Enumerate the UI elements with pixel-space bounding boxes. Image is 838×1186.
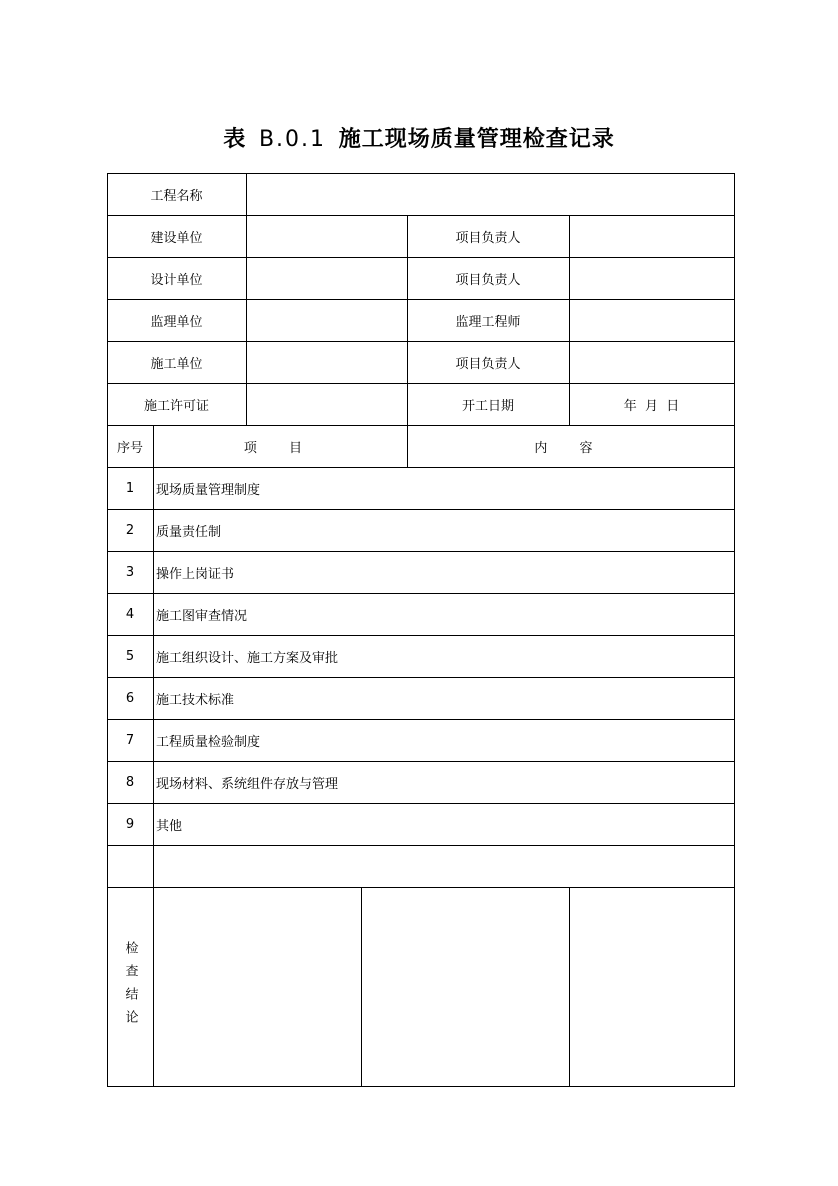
item-number (107, 845, 153, 887)
conclusion-label: 检查结论 (122, 940, 138, 1033)
title-name: 施工现场质量管理检查记录 (338, 127, 615, 152)
item-number: 9 (125, 816, 135, 832)
item-name: 操作上岗证书 (156, 566, 235, 582)
item-number: 2 (125, 522, 135, 538)
item-content-field[interactable] (407, 467, 734, 509)
unit-value-field[interactable] (246, 215, 407, 257)
unit-value-field[interactable] (246, 299, 407, 341)
conclusion-field[interactable] (153, 887, 361, 1086)
item-name: 质量责任制 (156, 524, 222, 540)
column-header-no: 序号 (116, 440, 143, 456)
person-value-field[interactable] (569, 257, 734, 299)
item-content-field[interactable] (407, 677, 734, 719)
item-number: 1 (125, 480, 135, 496)
unit-value-field[interactable] (246, 257, 407, 299)
project-name-field[interactable] (246, 173, 734, 215)
page-title (0, 122, 838, 153)
person-value-field[interactable] (569, 215, 734, 257)
item-number: 8 (125, 774, 135, 790)
field-label: 项目负责人 (455, 230, 521, 246)
title-code: B.0.1 (258, 127, 327, 152)
unit-value-field[interactable] (246, 383, 407, 425)
item-name: 施工图审查情况 (156, 608, 248, 624)
border-right (734, 173, 735, 1087)
unit-value-field[interactable] (246, 341, 407, 383)
item-content-field[interactable] (407, 761, 734, 803)
item-content-field[interactable] (407, 635, 734, 677)
item-number: 5 (125, 648, 135, 664)
item-name: 其他 (156, 818, 183, 834)
field-label: 设计单位 (150, 272, 203, 288)
item-content-field[interactable] (407, 803, 734, 845)
item-name: 现场材料、系统组件存放与管理 (156, 776, 339, 792)
title-prefix: 表 (223, 127, 247, 152)
field-label: 施工单位 (150, 356, 203, 372)
item-content-field[interactable] (407, 845, 734, 887)
row-divider (107, 1086, 734, 1087)
item-name: 施工组织设计、施工方案及审批 (156, 650, 339, 666)
item-content-field[interactable] (407, 593, 734, 635)
inspection-record-form (107, 173, 734, 1086)
item-number: 3 (125, 564, 135, 580)
item-name: 现场质量管理制度 (156, 482, 261, 498)
date-field[interactable]: 年 月 日 (623, 398, 680, 414)
item-name: 施工技术标准 (156, 692, 235, 708)
item-name: 工程质量检验制度 (156, 734, 261, 750)
field-label: 建设单位 (150, 230, 203, 246)
field-label: 开工日期 (461, 398, 514, 414)
person-value-field[interactable] (569, 299, 734, 341)
field-label: 施工许可证 (143, 398, 209, 414)
item-content-field[interactable] (407, 509, 734, 551)
field-label: 项目负责人 (455, 272, 521, 288)
field-label: 监理工程师 (455, 314, 521, 330)
conclusion-field[interactable] (569, 887, 734, 1086)
column-header-content: 内 容 (534, 440, 607, 456)
person-value-field[interactable] (569, 341, 734, 383)
column-header-item: 项 目 (243, 440, 317, 456)
field-label: 项目负责人 (455, 356, 521, 372)
field-label: 工程名称 (150, 188, 203, 204)
item-content-field[interactable] (407, 719, 734, 761)
item-number: 4 (125, 606, 135, 622)
item-content-field[interactable] (407, 551, 734, 593)
conclusion-field[interactable] (361, 887, 569, 1086)
field-label: 监理单位 (150, 314, 203, 330)
item-number: 6 (125, 690, 135, 706)
item-number: 7 (125, 732, 135, 748)
item-name (153, 845, 407, 887)
